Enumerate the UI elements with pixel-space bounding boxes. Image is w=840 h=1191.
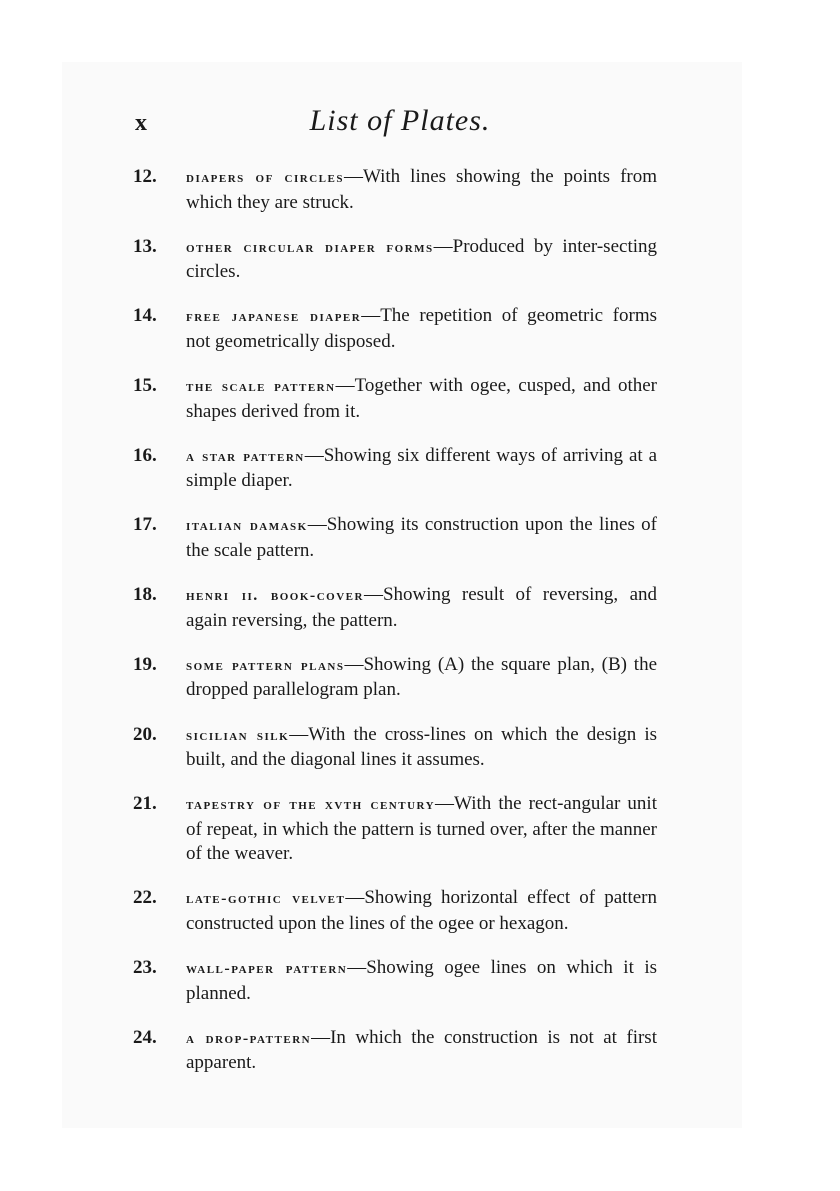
plate-title: wall-paper pattern [186, 960, 348, 978]
page-number: x [135, 110, 148, 136]
plate-number: 23. [133, 957, 157, 979]
plate-entry-17 [133, 513, 657, 563]
plate-title: other circular diaper forms [186, 238, 434, 256]
plate-entry-21 [133, 792, 657, 867]
plate-entry-22 [133, 886, 657, 936]
plates-list [133, 165, 657, 1095]
plate-description: —Showing six different ways of arriving at a simple diaper. [186, 444, 658, 492]
plate-number: 12. [133, 166, 157, 187]
plate-entry-16 [133, 444, 657, 494]
plate-number: 20. [133, 723, 157, 745]
plate-description: —Showing its construction upon the lines of the scale pattern. [186, 514, 658, 561]
plate-title: the scale pattern [186, 378, 336, 396]
plate-description: —With the cross-lines on which the design is built, and the diagonal lines it assumes. [186, 723, 657, 770]
plate-number: 17. [133, 514, 157, 536]
plate-description: —With the rect-angular unit of repeat, in which the pattern is turned over, after the manner of the weaver. [186, 793, 657, 865]
plate-number: 14. [133, 305, 157, 327]
plate-number: 22. [133, 887, 157, 909]
plate-entry-12 [133, 165, 657, 215]
plate-number: 15. [133, 375, 157, 397]
plate-title: a drop-pattern [186, 1029, 312, 1047]
plate-title: tapestry of the xvth century [186, 796, 436, 814]
plate-title: diapers of circles [186, 169, 344, 186]
plate-entry-15 [133, 374, 657, 424]
plate-description: —Produced by inter-secting circles. [186, 235, 657, 283]
plate-description: —Showing ogee lines on which it is planned. [186, 957, 657, 1004]
plate-title: free japanese diaper [186, 308, 362, 326]
plate-number: 16. [133, 444, 157, 466]
plate-title: late-gothic velvet [186, 890, 346, 908]
plate-entry-18 [133, 583, 657, 633]
plate-title: italian damask [186, 517, 308, 535]
plate-number: 19. [133, 653, 157, 675]
plate-title: some pattern plans [186, 656, 345, 674]
plate-number: 24. [133, 1026, 157, 1048]
plate-description: —Showing result of reversing, and again reversing, the pattern. [186, 584, 658, 631]
plate-description: —Showing horizontal effect of pattern constructed upon the lines of the ogee or hexagon. [186, 887, 657, 934]
plate-description: —With lines showing the points from which they are struck. [186, 166, 658, 213]
page-title: List of Plates. [309, 104, 491, 137]
plate-entry-14 [133, 304, 657, 354]
plate-title: henri ii. book-cover [186, 587, 364, 605]
plate-description: —The repetition of geometric forms not geometrically disposed. [186, 305, 658, 352]
plate-number: 13. [133, 235, 157, 257]
plate-entry-19 [133, 653, 657, 703]
plate-entry-20 [133, 723, 657, 773]
plate-entry-23 [133, 956, 657, 1006]
plate-number: 21. [133, 793, 157, 815]
plate-entry-24 [133, 1026, 657, 1076]
plate-title: a star pattern [186, 447, 305, 465]
plate-description: —Together with ogee, cusped, and other shapes derived from it. [186, 375, 657, 422]
plate-description: —In which the construction is not at first apparent. [186, 1026, 657, 1074]
page-header [135, 104, 665, 144]
plate-title: sicilian silk [186, 726, 290, 744]
plate-entry-13 [133, 235, 657, 285]
plate-description: —Showing (A) the square plan, (B) the dropped parallelogram plan. [186, 653, 657, 701]
plate-number: 18. [133, 584, 157, 606]
